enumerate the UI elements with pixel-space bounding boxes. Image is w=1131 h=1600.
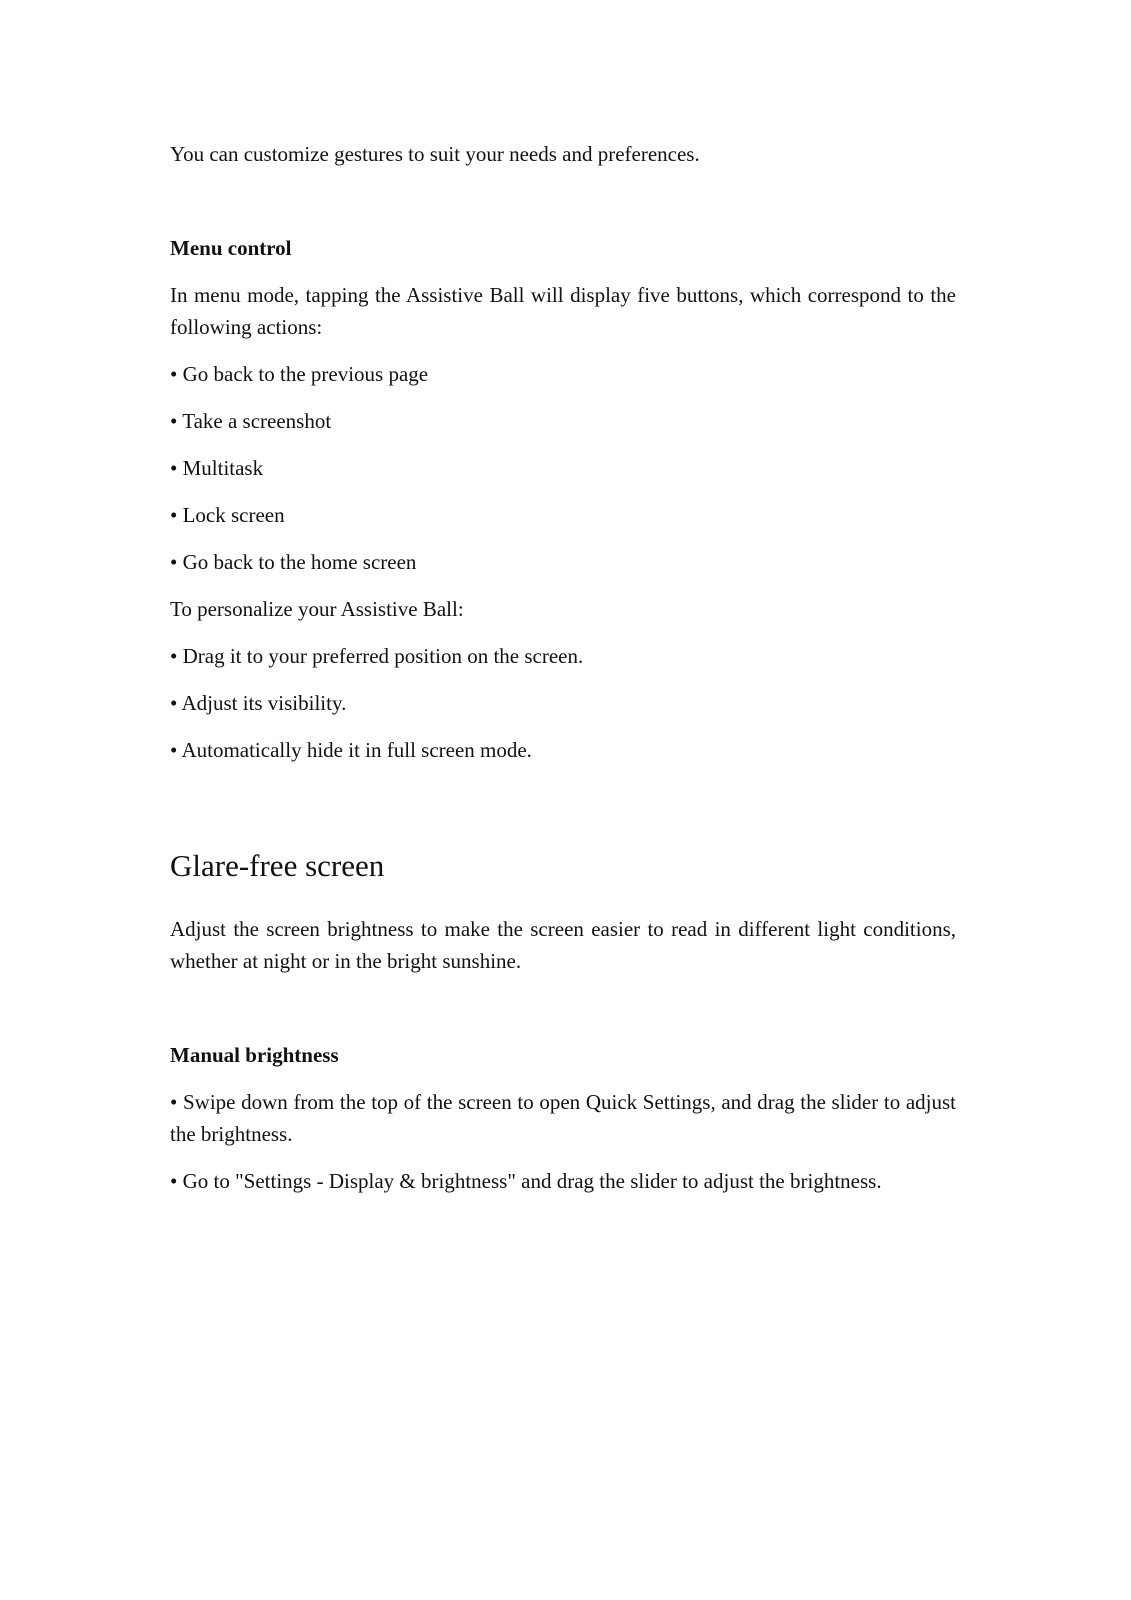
list-item: • Drag it to your preferred position on the screen.: [170, 644, 584, 668]
glare-free-heading: Glare-free screen: [170, 848, 385, 883]
list-item: • Go back to the previous page: [170, 362, 429, 386]
list-item: • Lock screen: [170, 503, 285, 527]
list-item: • Multitask: [170, 456, 264, 480]
list-item: • Take a screenshot: [170, 409, 332, 433]
menu-control-heading: Menu control: [170, 236, 292, 260]
intro-paragraph: You can customize gestures to suit your needs and preferences.: [170, 142, 700, 166]
list-item: • Adjust its visibility.: [170, 691, 347, 715]
list-item: • Go to "Settings - Display & brightness" and drag the slider to adjust the brightness.: [170, 1169, 882, 1193]
list-item: • Swipe down from the top of the screen to open Quick Settings, and drag the slider to adjust the brightness.: [170, 1090, 956, 1146]
page-content: [170, 138, 956, 1197]
list-item: • Go back to the home screen: [170, 550, 417, 574]
glare-free-paragraph: Adjust the screen brightness to make the screen easier to read in different light conditions, whether at night or in the bright sunshine.: [170, 917, 956, 973]
manual-brightness-heading: Manual brightness: [170, 1043, 339, 1067]
personalize-intro: To personalize your Assistive Ball:: [170, 597, 464, 621]
menu-control-paragraph: In menu mode, tapping the Assistive Ball will display five buttons, which correspond to the following actions:: [170, 283, 956, 339]
list-item: • Automatically hide it in full screen mode.: [170, 738, 532, 762]
